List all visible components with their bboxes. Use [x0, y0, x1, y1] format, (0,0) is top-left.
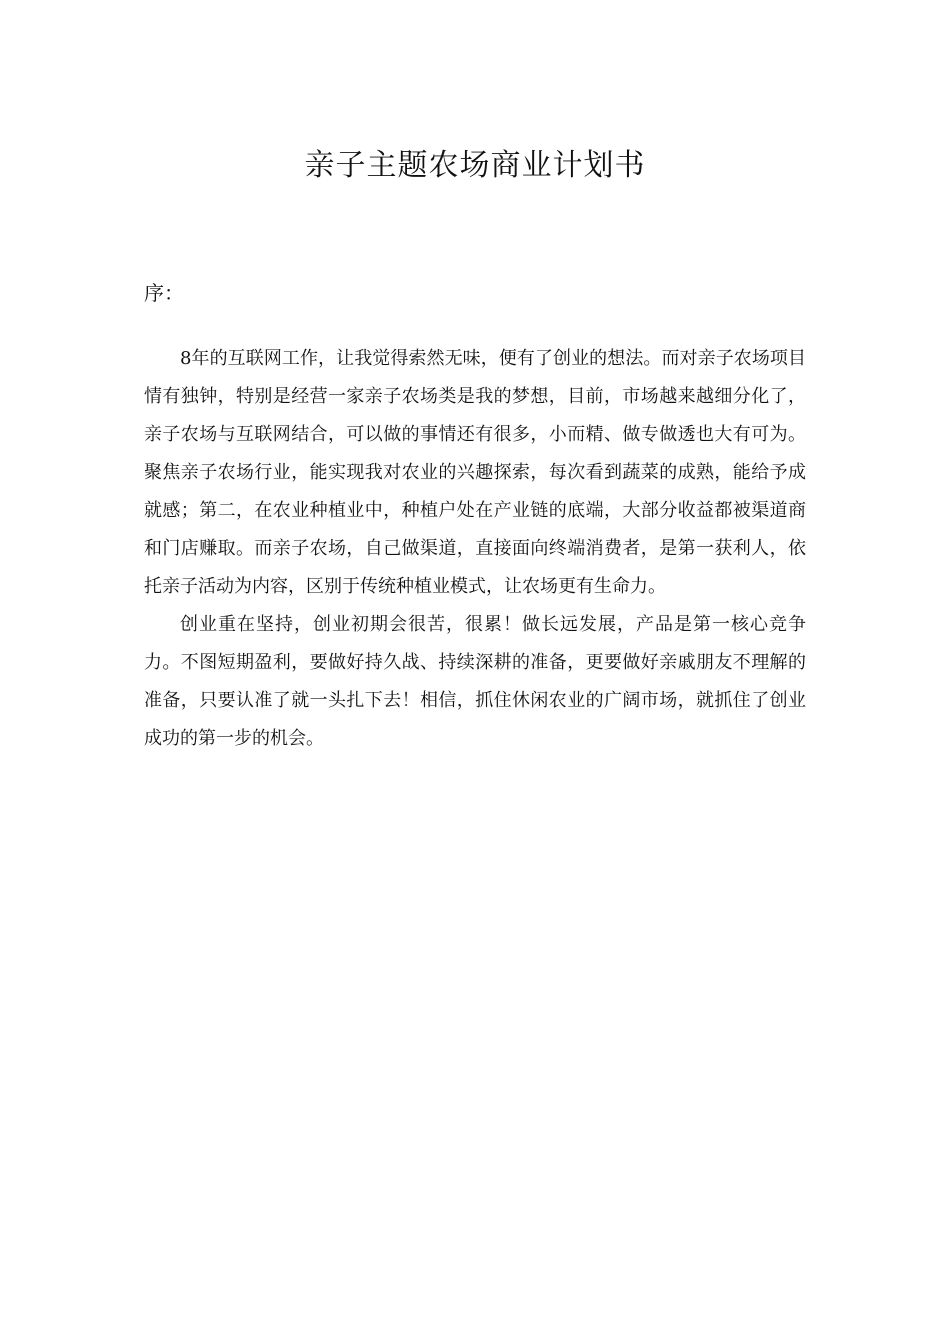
- preface-paragraph-1: 8年的互联网工作，让我觉得索然无味，便有了创业的想法。而对亲子农场项目情有独钟，特别是经营一家亲子农场类是我的梦想，目前，市场越来越细分化了，亲子农场与互联网结合，可以做的事情还有很多，小而精、做专做透也大有可为。聚焦亲子农场行业，能实现我对农业的兴趣探索，每次看到蔬菜的成熟，能给予成就感；第二，在农业种植业中，种植户处在产业链的底端，大部分收益都被渠道商和门店赚取。而亲子农场，自己做渠道，直接面向终端消费者，是第一获利人，依托亲子活动为内容，区别于传统种植业模式，让农场更有生命力。: [144, 348, 806, 597]
- document-title: 亲子主题农场商业计划书: [304, 148, 646, 183]
- preface-heading: 序：: [144, 281, 184, 305]
- preface-paragraph-2: 创业重在坚持，创业初期会很苦，很累！做长远发展，产品是第一核心竞争力。不图短期盈利，要做好持久战、持续深耕的准备，更要做好亲戚朋友不理解的准备，只要认准了就一头扎下去！相信，抓住休闲农业的广阔市场，就抓住了创业成功的第一步的机会。: [144, 614, 806, 749]
- preface-body: [144, 340, 806, 758]
